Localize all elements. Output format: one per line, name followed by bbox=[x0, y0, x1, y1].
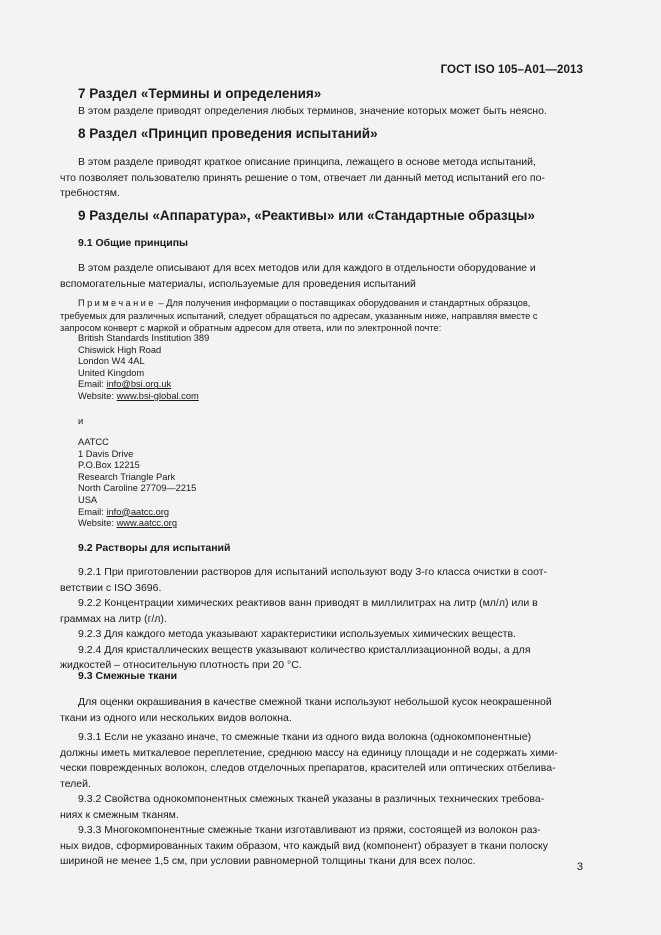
s93-p1-line-2: должны иметь миткалевое переплетение, среднюю массу на единицу площади и не содержать хими- bbox=[60, 746, 558, 759]
address-aatcc-email: Email: info@aatcc.org bbox=[78, 506, 170, 517]
subsection-9-1-title: 9.1 Общие принципы bbox=[78, 237, 189, 249]
section-8-line-1: В этом разделе приводят краткое описание принципа, лежащего в основе метода испытаний, bbox=[78, 156, 536, 168]
s92-p2-line-1: 9.2.2 Концентрации химических реактивов ванн приводят в миллилитрах на литр (мл/л) или в bbox=[78, 597, 538, 609]
address-bsi-web: Website: www.bsi-global.com bbox=[78, 390, 199, 401]
section-8-line-3: требностям. bbox=[60, 187, 120, 199]
section-8-body bbox=[60, 155, 583, 202]
subsection-9-1-body bbox=[60, 261, 583, 292]
conjunction-and: и bbox=[78, 416, 84, 426]
s93-p1-line-1: 9.3.1 Если не указано иначе, то смежные ткани из одного вида волокна (однокомпонентные) bbox=[78, 731, 532, 743]
s92-p2-line-2: граммах на литр (г/л). bbox=[60, 612, 167, 625]
s91-note-line-3: запросом конверт с маркой и обратным адресом для ответа, или по электронной почте: bbox=[60, 323, 442, 333]
aatcc-email-link[interactable]: info@aatcc.org bbox=[106, 506, 170, 517]
document-code: ГОСТ ISO 105–A01—2013 bbox=[440, 64, 583, 76]
section-9-title: 9 Разделы «Аппаратура», «Реактивы» или «Стандартные образцы» bbox=[78, 208, 535, 223]
address-aatcc-line-6: USA bbox=[78, 494, 98, 505]
subsection-9-2 bbox=[78, 542, 583, 554]
address-bsi-line-3: London W4 4AL bbox=[78, 356, 145, 367]
s91-note bbox=[60, 297, 583, 335]
s92-p1-line-2: ветствии с ISO 3696. bbox=[60, 581, 162, 594]
subsection-9-3-intro bbox=[60, 695, 583, 726]
address-bsi-email: Email: info@bsi.org.uk bbox=[78, 379, 172, 390]
s93-intro-line-1: Для оценки окрашивания в качестве смежной ткани используют небольшой кусок неокрашенной bbox=[78, 696, 552, 708]
section-7-title: 7 Раздел «Термины и определения» bbox=[78, 86, 322, 101]
subsection-9-3-title: 9.3 Смежные ткани bbox=[78, 670, 178, 682]
note-label: Примечание bbox=[78, 298, 156, 308]
s93-p3-line-1: 9.3.3 Многокомпонентные смежные ткани изготавливают из пряжи, состоящей из волокон раз- bbox=[78, 824, 541, 836]
address-bsi-line-4: United Kingdom bbox=[78, 367, 145, 378]
section-7-text: В этом разделе приводят определения любых терминов, значение которых может быть неясно. bbox=[78, 105, 547, 117]
subsection-9-3 bbox=[78, 670, 583, 682]
section-8-title: 8 Раздел «Принцип проведения испытаний» bbox=[78, 126, 378, 141]
subsection-9-2-body bbox=[60, 565, 583, 674]
address-aatcc-line-2: 1 Davis Drive bbox=[78, 448, 134, 459]
address-bsi-line-1: British Standards Institution 389 bbox=[78, 333, 210, 343]
subsection-9-1 bbox=[78, 237, 583, 249]
s92-p3: 9.2.3 Для каждого метода указывают характеристики используемых химических веществ. bbox=[78, 628, 516, 640]
s92-p4-line-1: 9.2.4 Для кристаллических веществ указывают количество кристаллизационной воды, а для bbox=[78, 643, 531, 656]
section-8-line-2: что позволяет пользователю принять решение о том, отвечает ли данный метод испытаний его по- bbox=[60, 171, 545, 184]
s91-note-line-2: требуемых для различных испытаний, следует обращаться по адресам, указанным ниже, направляя вместе с bbox=[60, 310, 538, 321]
s91-note-line-1: Примечание – Для получения информации о поставщиках оборудования и стандартных образцов, bbox=[78, 298, 531, 308]
s93-p1-line-3: чески поврежденных волокон, следов отделочных препаратов, красителей или оптических отбелива- bbox=[60, 762, 556, 774]
s93-p3-line-3: шириной не менее 1,5 см, при условии равномерной толщины ткани для всех полос. bbox=[60, 855, 476, 867]
address-aatcc-line-5: North Caroline 27709—2215 bbox=[78, 483, 197, 494]
s92-p1-line-1: 9.2.1 При приготовлении растворов для испытаний используют воду 3-го класса очистки в соот- bbox=[78, 566, 548, 578]
s92-p4-line-2: жидкостей – относительную плотность при 20 °C. bbox=[60, 659, 302, 671]
section-8 bbox=[78, 126, 583, 141]
s91-line-2: вспомогательные материалы, используемые для проведения испытаний bbox=[60, 277, 416, 290]
aatcc-website-link[interactable]: www.aatcc.org bbox=[116, 518, 178, 529]
address-bsi bbox=[78, 333, 478, 403]
s93-p3-line-2: ных видов, сформированных таким образом, что каждый вид (компонент) образует в ткани полоску bbox=[60, 839, 549, 852]
address-aatcc bbox=[78, 437, 478, 530]
page-number: 3 bbox=[576, 861, 583, 873]
s91-line-1: В этом разделе описывают для всех методов или для каждого в отдельности оборудование и bbox=[78, 262, 536, 274]
s93-p2-line-2: ниях к смежным тканям. bbox=[60, 808, 179, 821]
s93-p1-line-4: телей. bbox=[60, 777, 91, 790]
s93-p2-line-1: 9.3.2 Свойства однокомпонентных смежных тканей указаны в различных технических требова- bbox=[78, 793, 545, 805]
address-aatcc-line-3: P.O.Box 12215 bbox=[78, 460, 140, 471]
bsi-website-link[interactable]: www.bsi-global.com bbox=[116, 390, 199, 401]
subsection-9-2-title: 9.2 Растворы для испытаний bbox=[78, 542, 231, 554]
subsection-9-3-body bbox=[60, 730, 583, 870]
address-aatcc-line-1: AATCC bbox=[78, 437, 109, 447]
bsi-email-link[interactable]: info@bsi.org.uk bbox=[106, 379, 172, 390]
address-bsi-line-2: Chiswick High Road bbox=[78, 344, 162, 355]
section-9 bbox=[78, 208, 583, 223]
section-7 bbox=[78, 86, 583, 120]
s93-intro-line-2: ткани из одного или нескольких видов волокна. bbox=[60, 711, 292, 724]
address-aatcc-web: Website: www.aatcc.org bbox=[78, 518, 178, 529]
address-aatcc-line-4: Research Triangle Park bbox=[78, 471, 176, 482]
